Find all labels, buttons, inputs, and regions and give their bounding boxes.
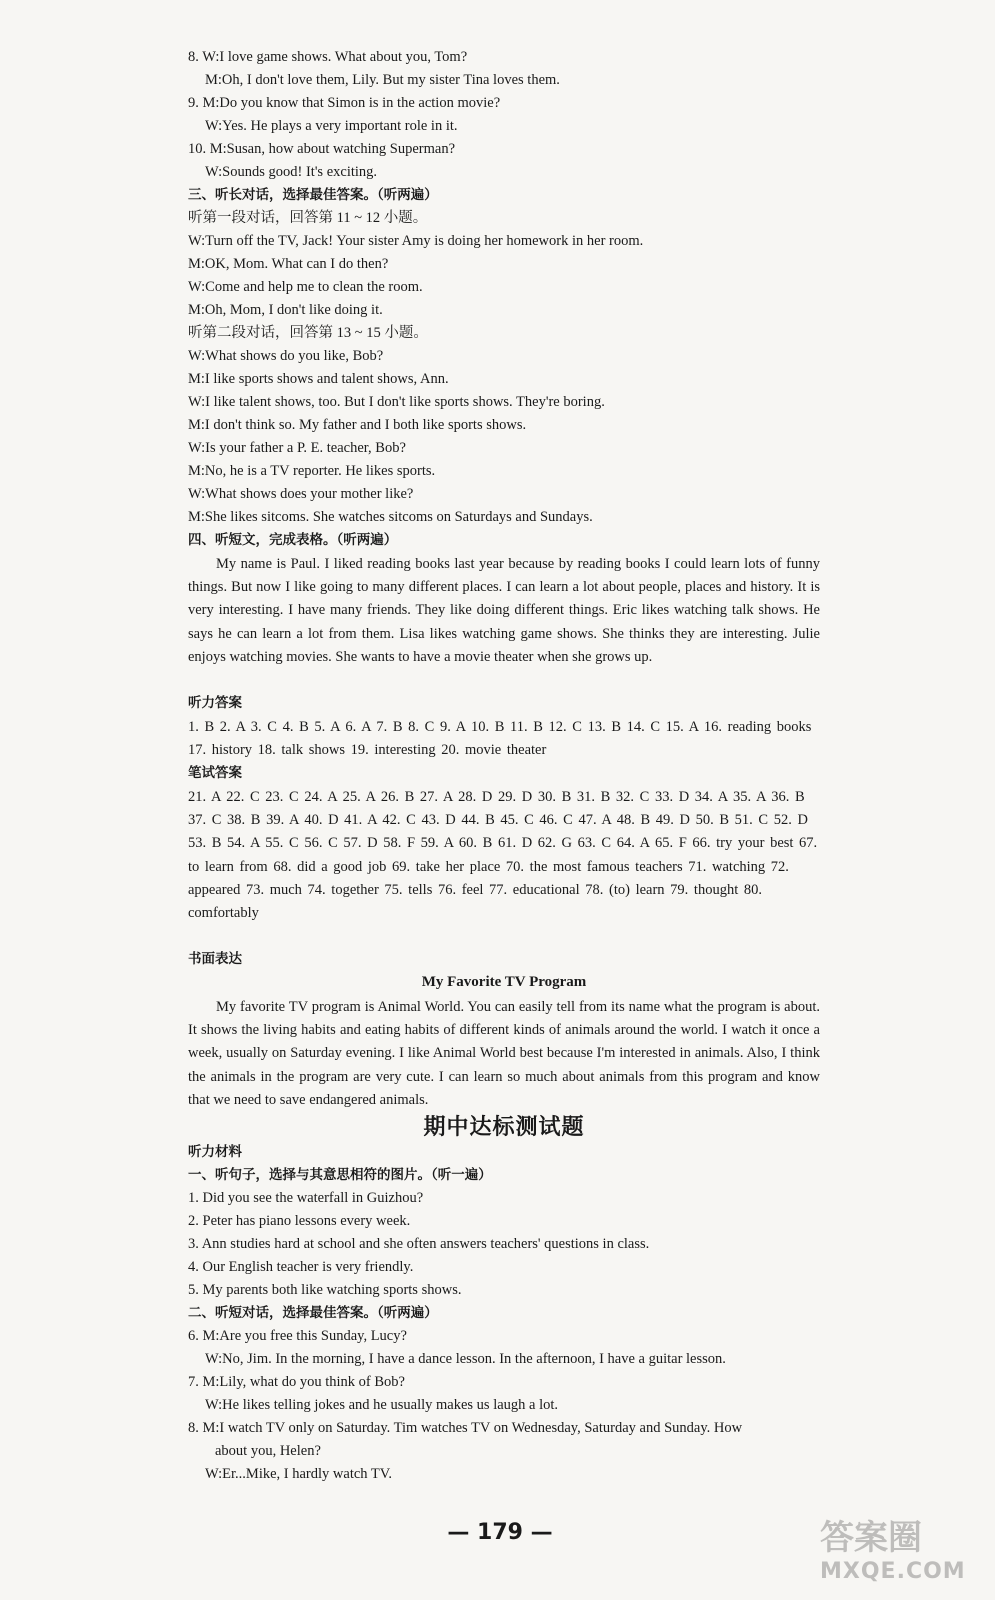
instruction-line: 听第二段对话，回答第 13 ~ 15 小题。: [188, 325, 428, 341]
dialogue-line: 10. M:Susan, how about watching Superman?: [188, 141, 456, 157]
writing-heading: 书面表达: [188, 951, 242, 967]
instruction-line: 听第一段对话，回答第 11 ~ 12 小题。: [188, 210, 428, 226]
essay-title: My Favorite TV Program: [421, 974, 587, 990]
sentence-line: 5. My parents both like watching sports shows.: [188, 1282, 462, 1298]
watermark-logo: [820, 1510, 980, 1590]
dialogue-line: M:I don't think so. My father and I both like sports shows.: [188, 417, 527, 433]
dialogue-line: 8. W:I love game shows. What about you, Tom?: [188, 49, 468, 65]
dialogue-line: W:What shows do you like, Bob?: [188, 348, 384, 364]
dialogue-line: W:He likes telling jokes and he usually makes us laugh a lot.: [205, 1397, 559, 1413]
dialogue-line: W:I like talent shows, too. But I don't like sports shows. They're boring.: [188, 394, 605, 410]
listening-answers: 1. B 2. A 3. C 4. B 5. A 6. A 7. B 8. C 9. A 10. B 11. B 12. C 13. B 14. C 15. A 16. reading books 17. history 18. talk shows 19. interesting 20. movie theater: [188, 719, 812, 759]
dialogue-line: W:Er...Mike, I hardly watch TV.: [205, 1466, 392, 1482]
dialogue-line: M:She likes sitcoms. She watches sitcoms on Saturdays and Sundays.: [188, 509, 593, 525]
dialogue-line: W:Turn off the TV, Jack! Your sister Amy is doing her homework in her room.: [188, 233, 644, 249]
dialogue-line: 7. M:Lily, what do you think of Bob?: [188, 1374, 405, 1390]
written-answers-heading: 笔试答案: [188, 765, 242, 781]
watermark-text: 答案圈: [820, 1518, 922, 1558]
sentence-line: 2. Peter has piano lessons every week.: [188, 1213, 411, 1229]
page-number: — 179 —: [447, 1520, 553, 1545]
dialogue-line: W:Yes. He plays a very important role in it.: [205, 118, 458, 134]
dialogue-line: 6. M:Are you free this Sunday, Lucy?: [188, 1328, 407, 1344]
essay-body: My favorite TV program is Animal World. You can easily tell from its name what the program is about. It shows the living habits and eating habits of different kinds of animals around the world. I watch it once a week, usually on Saturday evening. I like Animal World best because I'm interested in animals. Also, I think the animals in the program are very cute. I can learn so much about animals from this program and know that we need to save endangered animals.: [188, 999, 820, 1108]
dialogue-line: about you, Helen?: [215, 1443, 321, 1459]
dialogue-line: W:Come and help me to clean the room.: [188, 279, 423, 295]
dialogue-line: M:Oh, I don't love them, Lily. But my sister Tina loves them.: [205, 72, 560, 88]
dialogue-line: 8. M:I watch TV only on Saturday. Tim watches TV on Wednesday, Saturday and Sunday. How: [188, 1420, 743, 1436]
listening-answers-heading: 听力答案: [188, 695, 242, 711]
section-heading: 三、听长对话，选择最佳答案。（听两遍）: [188, 187, 438, 203]
section-heading: 听力材料: [188, 1144, 242, 1160]
sentence-line: 1. Did you see the waterfall in Guizhou?: [188, 1190, 424, 1206]
dialogue-line: 9. M:Do you know that Simon is in the action movie?: [188, 95, 501, 111]
dialogue-line: W:Sounds good! It's exciting.: [205, 164, 378, 180]
written-answers: 21. A 22. C 23. C 24. A 25. A 26. B 27. A 28. D 29. D 30. B 31. B 32. C 33. D 34. A 35. A 36. B 37. C 38. B 39. A 40. D 41. A 42. C 43. D 44. B 45. C 46. C 47. A 48. B 49. D 50. B 51. C 52. D 53. B 54. A 55. C 56. C 57. D 58. F 59. A 60. B 61. D 62. G 63. C 64. A 65. F 66. try your best 67. to learn from 68. did a good job 69. take her place 70. the most famous teachers 71. watching 72. appeared 73. much 74. together 75. tells 76. feel 77. educational 78. (to) learn 79. thought 80. comfortably: [188, 789, 818, 922]
dialogue-line: W:Is your father a P. E. teacher, Bob?: [188, 440, 406, 456]
section-heading: 二、听短对话，选择最佳答案。（听两遍）: [188, 1305, 438, 1321]
dialogue-line: M:Oh, Mom, I don't like doing it.: [188, 302, 383, 318]
dialogue-line: M:No, he is a TV reporter. He likes sports.: [188, 463, 436, 479]
listening-passage: My name is Paul. I liked reading books last year because by reading books I could learn lots of funny things. But now I like going to many different places. I can learn a lot about people, places and history. It is very interesting. I have many friends. They like doing different things. Eric likes watching talk shows. He says he can learn a lot from them. Lisa likes watching game shows. She thinks they are interesting. Julie enjoys watching movies. She wants to have a movie theater when she grows up.: [188, 556, 820, 665]
section-heading: 一、听句子，选择与其意思相符的图片。（听一遍）: [188, 1167, 492, 1183]
midterm-title: 期中达标测试题: [423, 1115, 585, 1140]
sentence-line: 3. Ann studies hard at school and she often answers teachers' questions in class.: [188, 1236, 650, 1252]
sentence-line: 4. Our English teacher is very friendly.: [188, 1259, 414, 1275]
dialogue-line: M:I like sports shows and talent shows, Ann.: [188, 371, 449, 387]
dialogue-line: M:OK, Mom. What can I do then?: [188, 256, 389, 272]
watermark-url: MXQE.COM: [820, 1559, 966, 1584]
dialogue-line: W:What shows does your mother like?: [188, 486, 414, 502]
dialogue-line: W:No, Jim. In the morning, I have a dance lesson. In the afternoon, I have a guitar lesson.: [205, 1351, 726, 1367]
section-heading: 四、听短文，完成表格。（听两遍）: [188, 532, 398, 548]
